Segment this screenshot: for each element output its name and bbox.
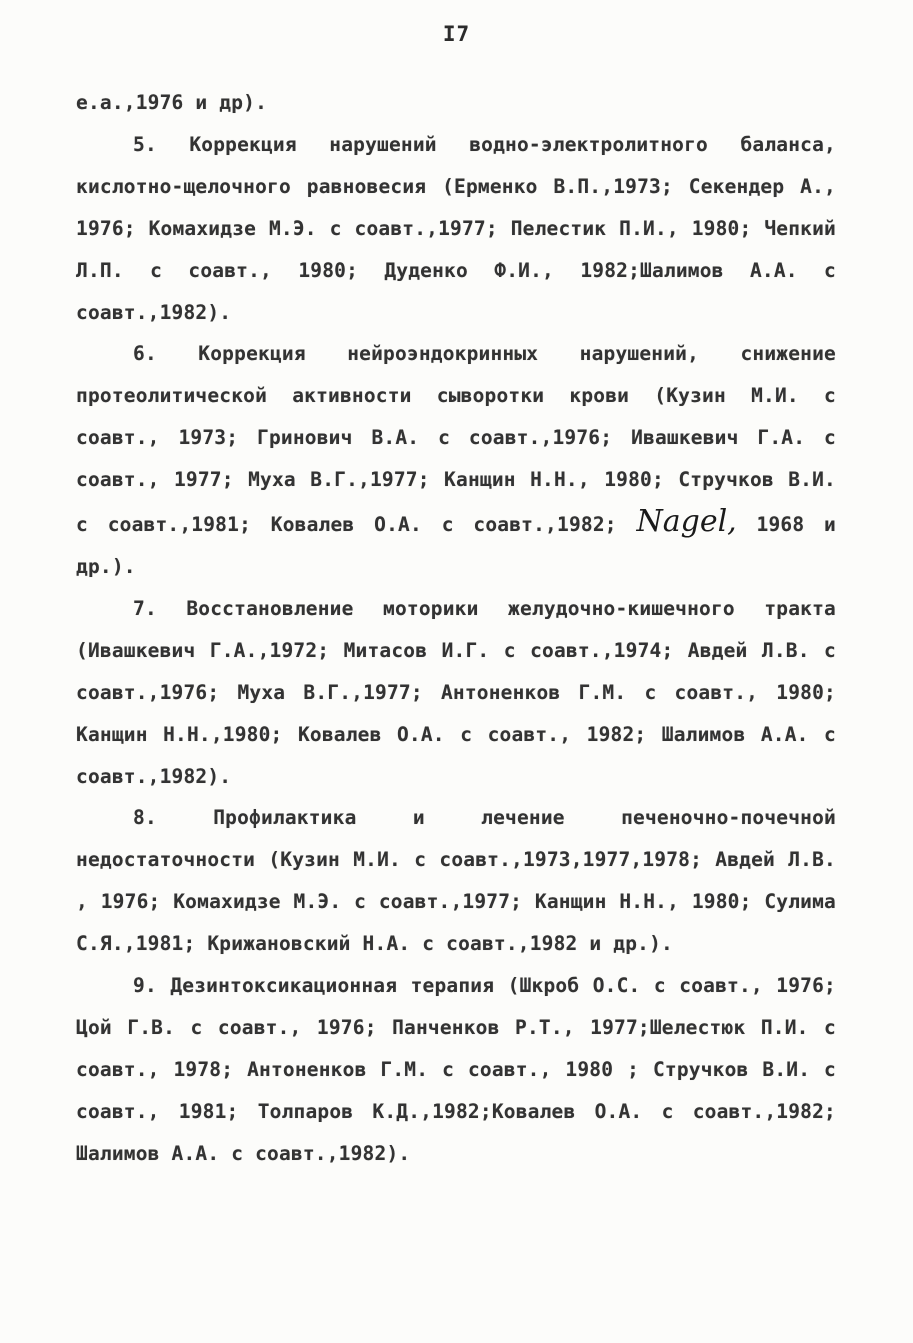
handwritten-annotation: Nagel, — [636, 504, 737, 540]
list-item-5: 5. Коррекция нарушений водно-электролитного баланса, кислотно-щелочного равновесия (Ерменко В.П.,1973; Секендер А., 1976; Комахидзе М.Э. с соавт.,1977; Пелестик П.И., 1980; Чепкий Л.П. с соавт., 1980; Дуденко Ф.И., 1982;Шалимов А.А. с соавт.,1982). — [76, 132, 836, 324]
page-number: I7 — [442, 22, 471, 46]
continuation-paragraph: е.а.,1976 и др). — [76, 91, 268, 114]
list-item-6-text-end: 1968 и др.). — [76, 513, 836, 578]
body-text — [76, 82, 836, 1175]
list-item-6 — [76, 333, 836, 587]
list-item-7: 7. Восстановление моторики желудочно-кишечного тракта (Ивашкевич Г.А.,1972; Митасов И.Г. с соавт.,1974; Авдей Л.В. с соавт.,1976; Муха В.Г.,1977; Антоненков Г.М. с соавт., 1980; Канщин Н.Н.,1980; Ковалев О.А. с соавт., 1982; Шалимов А.А. с соавт.,1982). — [76, 596, 836, 788]
list-item-9: 9. Дезинтоксикационная терапия (Шкроб О.С. с соавт., 1976; Цой Г.В. с соавт., 1976; Панченков Р.Т., 1977;Шелестюк П.И. с соавт., 1978; Антоненков Г.М. с соавт., 1980 ; Стручков В.И. с соавт., 1981; Толпаров К.Д.,1982;Ковалев О.А. с соавт.,1982; Шалимов А.А. с соавт.,1982). — [76, 974, 836, 1165]
list-item-6-text: 6. Коррекция нейроэндокринных нарушений, снижение протеолитической активности сыворотки крови (Кузин М.И. с соавт., 1973; Гринович В.А. с соавт.,1976; Ивашкевич Г.А. с соавт., 1977; Муха В.Г.,1977; Канщин Н.Н., 1980; Стручков В.И. с соавт.,1981; Ковалев О.А. с соавт.,1982; — [76, 342, 836, 537]
list-item-8: 8. Профилактика и лечение печеночно-почечной недостаточности (Кузин М.И. с соавт.,1973,1977,1978; Авдей Л.В. , 1976; Комахидзе М.Э. с соавт.,1977; Канщин Н.Н., 1980; Сулима С.Я.,1981; Крижановский Н.А. с соавт.,1982 и др.). — [76, 806, 836, 956]
